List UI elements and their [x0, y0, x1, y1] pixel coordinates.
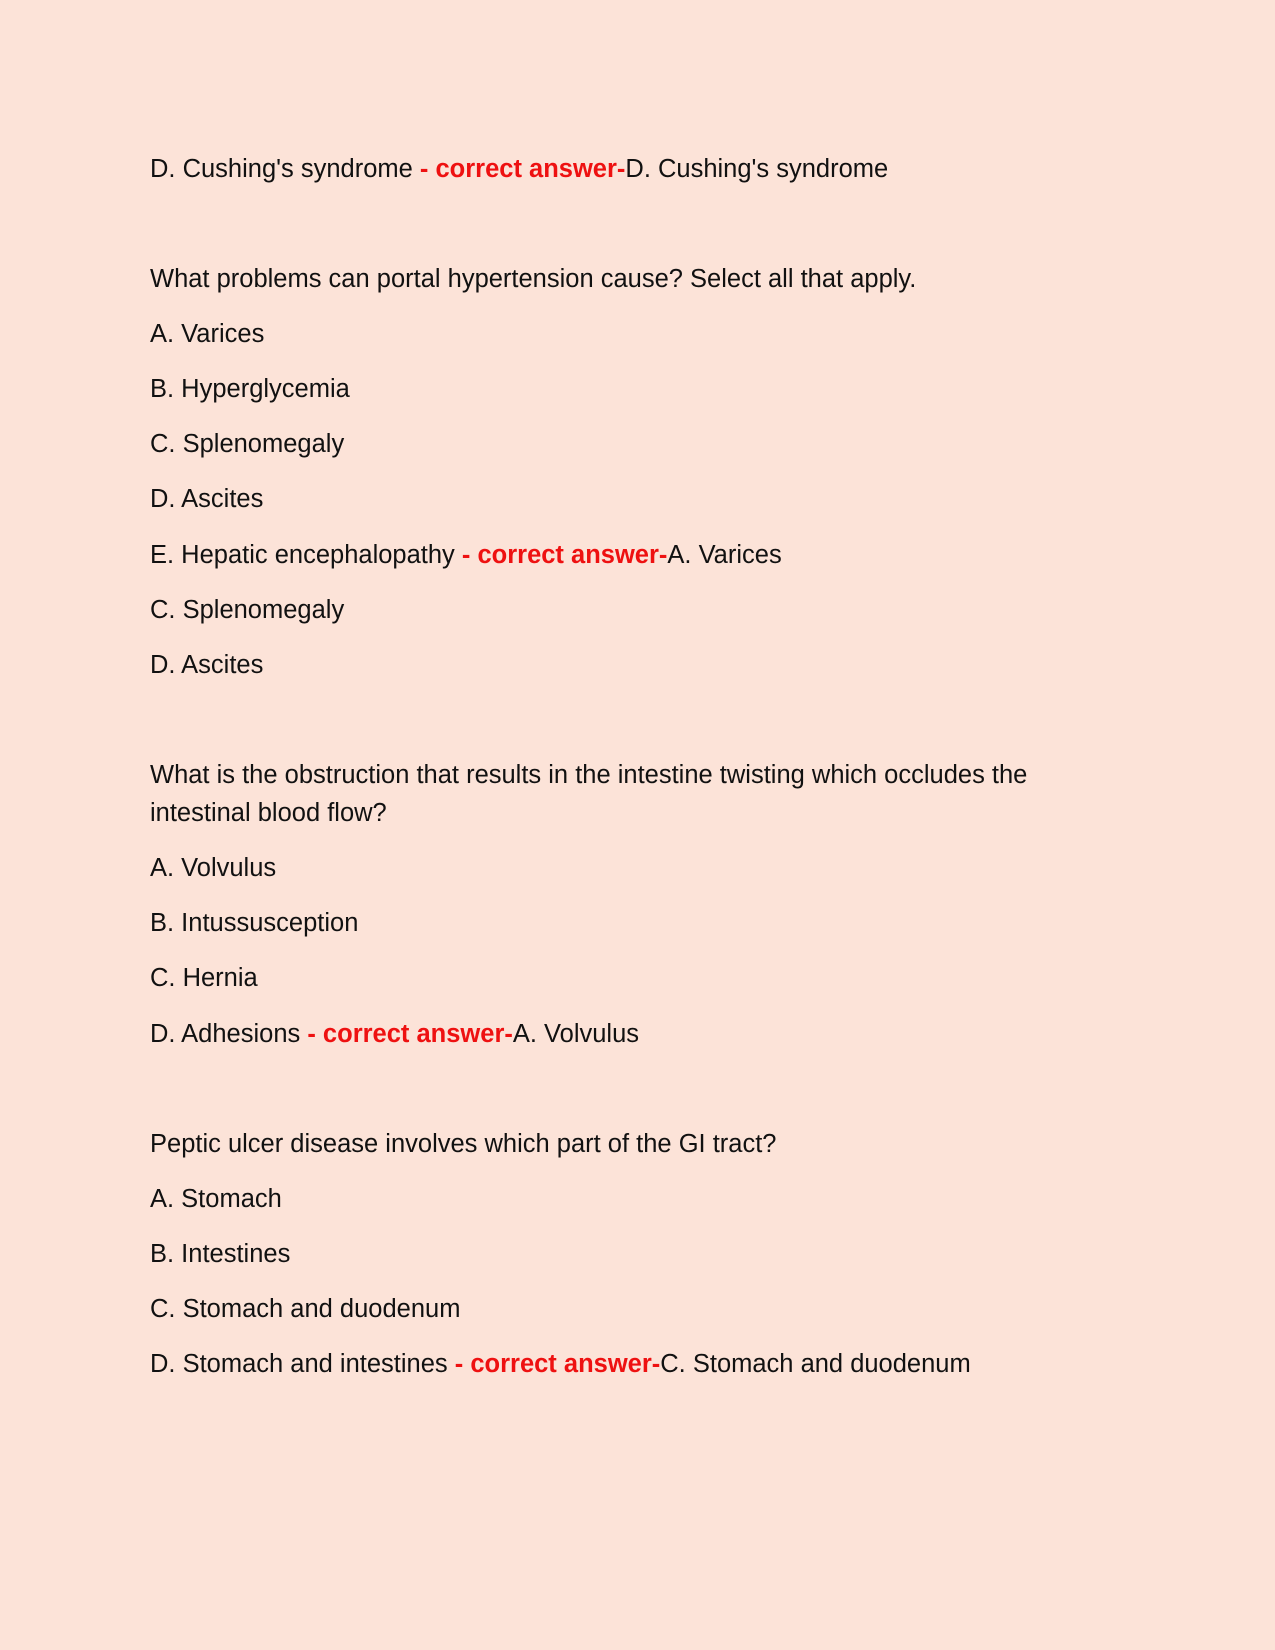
intro-option-text: D. Cushing's syndrome — [150, 155, 413, 183]
correct-answer-text: A. Varices — [667, 541, 782, 569]
question-1-answer-3: D. Ascites — [150, 651, 264, 679]
question-3-option-b: B. Intestines — [150, 1240, 291, 1268]
question-3-text: Peptic ulcer disease involves which part of the GI tract? — [150, 1130, 777, 1158]
question-1-option-c: C. Splenomegaly — [150, 430, 345, 458]
question-2-answer-line — [150, 1015, 1120, 1053]
correct-answer-text: A. Volvulus — [512, 1020, 640, 1048]
question-1-option-e: E. Hepatic encephalopathy — [150, 541, 455, 569]
question-2-option-c: C. Hernia — [150, 964, 258, 992]
question-1-option-b: B. Hyperglycemia — [150, 375, 350, 403]
question-3-option-d: D. Stomach and intestines — [150, 1350, 448, 1378]
question-2-text: What is the obstruction that results in the intestine twisting which occludes the intestinal blood flow? — [150, 761, 1028, 827]
question-2-option-b: B. Intussusception — [150, 909, 359, 937]
correct-answer-marker: - correct answer- — [419, 155, 626, 183]
question-1-answer-2: C. Splenomegaly — [150, 596, 345, 624]
question-3-answer-line — [150, 1345, 1120, 1383]
question-2-option-d: D. Adhesions — [150, 1020, 301, 1048]
correct-answer-text: C. Stomach and duodenum — [660, 1350, 971, 1378]
correct-answer-marker: - correct answer- — [307, 1020, 513, 1048]
question-3-option-c: C. Stomach and duodenum — [150, 1295, 461, 1323]
intro-answer-line — [150, 150, 1120, 188]
question-1-option-a: A. Varices — [150, 320, 265, 348]
question-1-answer-line — [150, 536, 1120, 574]
correct-answer-text: D. Cushing's syndrome — [625, 155, 889, 183]
correct-answer-marker: - correct answer- — [461, 541, 668, 569]
question-2-option-a: A. Volvulus — [150, 854, 277, 882]
correct-answer-marker: - correct answer- — [454, 1350, 661, 1378]
question-3-option-a: A. Stomach — [150, 1185, 282, 1213]
question-1-text: What problems can portal hypertension cause? Select all that apply. — [150, 265, 917, 293]
question-1-option-d: D. Ascites — [150, 485, 264, 513]
